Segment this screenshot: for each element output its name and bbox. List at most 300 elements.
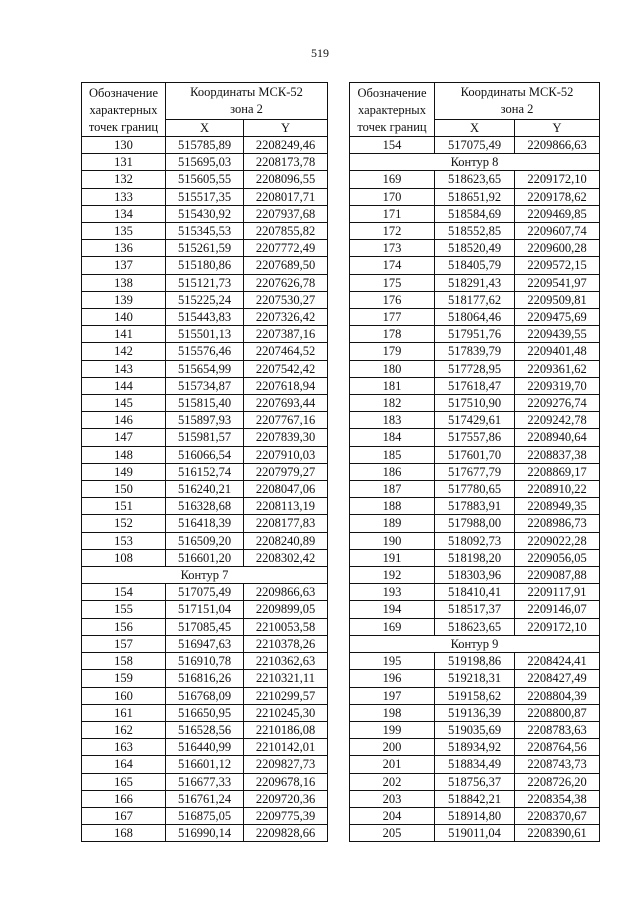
y-coordinate-cell: 2207693,44 bbox=[244, 395, 328, 412]
y-coordinate-cell: 2207326,42 bbox=[244, 309, 328, 326]
table-row bbox=[82, 635, 328, 652]
x-coordinate-cell: 516601,12 bbox=[166, 756, 244, 773]
point-number-cell: 162 bbox=[82, 721, 166, 738]
x-coordinate-cell: 518177,62 bbox=[435, 291, 515, 308]
table-row bbox=[350, 395, 600, 412]
section-row bbox=[82, 567, 328, 584]
table-row bbox=[350, 205, 600, 222]
y-coordinate-cell: 2209276,74 bbox=[515, 395, 600, 412]
point-number-cell: 198 bbox=[350, 704, 435, 721]
y-coordinate-cell: 2209178,62 bbox=[515, 188, 600, 205]
y-coordinate-cell: 2207910,03 bbox=[244, 446, 328, 463]
point-number-cell: 189 bbox=[350, 515, 435, 532]
point-number-cell: 196 bbox=[350, 670, 435, 687]
table-row bbox=[350, 188, 600, 205]
header-coordinates bbox=[435, 83, 600, 120]
y-coordinate-cell: 2208096,55 bbox=[244, 171, 328, 188]
x-coordinate-cell: 517728,95 bbox=[435, 360, 515, 377]
table-row bbox=[350, 240, 600, 257]
x-coordinate-cell: 519011,04 bbox=[435, 825, 515, 842]
point-number-cell: 177 bbox=[350, 309, 435, 326]
point-number-cell: 137 bbox=[82, 257, 166, 274]
table-row bbox=[82, 343, 328, 360]
point-number-cell: 148 bbox=[82, 446, 166, 463]
table-row bbox=[350, 257, 600, 274]
point-number-cell: 180 bbox=[350, 360, 435, 377]
x-coordinate-cell: 515225,24 bbox=[166, 291, 244, 308]
table-row bbox=[350, 463, 600, 480]
header-coordinates-line: Координаты МСК-52 bbox=[190, 84, 303, 99]
table-row bbox=[350, 498, 600, 515]
x-coordinate-cell: 516816,26 bbox=[166, 670, 244, 687]
x-coordinate-cell: 518291,43 bbox=[435, 274, 515, 291]
point-number-cell: 199 bbox=[350, 721, 435, 738]
point-number-cell: 174 bbox=[350, 257, 435, 274]
table-row bbox=[350, 687, 600, 704]
header-coordinates-line: зона 2 bbox=[500, 101, 534, 116]
y-coordinate-cell: 2207542,42 bbox=[244, 360, 328, 377]
x-coordinate-cell: 517780,65 bbox=[435, 481, 515, 498]
table-row bbox=[82, 584, 328, 601]
point-number-cell: 204 bbox=[350, 807, 435, 824]
point-number-cell: 193 bbox=[350, 584, 435, 601]
y-coordinate-cell: 2209087,88 bbox=[515, 567, 600, 584]
table-row bbox=[82, 653, 328, 670]
x-coordinate-cell: 518756,37 bbox=[435, 773, 515, 790]
y-coordinate-cell: 2209475,69 bbox=[515, 309, 600, 326]
x-coordinate-cell: 517075,49 bbox=[435, 137, 515, 154]
coordinates-table-left bbox=[81, 82, 328, 842]
x-coordinate-cell: 515734,87 bbox=[166, 377, 244, 394]
x-coordinate-cell: 516677,33 bbox=[166, 773, 244, 790]
table-row bbox=[82, 309, 328, 326]
table-row bbox=[82, 171, 328, 188]
y-coordinate-cell: 2207689,50 bbox=[244, 257, 328, 274]
point-number-cell: 139 bbox=[82, 291, 166, 308]
header-y: Y bbox=[244, 119, 328, 136]
point-number-cell: 164 bbox=[82, 756, 166, 773]
point-number-cell: 154 bbox=[350, 137, 435, 154]
y-coordinate-cell: 2208017,71 bbox=[244, 188, 328, 205]
y-coordinate-cell: 2209172,10 bbox=[515, 171, 600, 188]
coordinates-table-right bbox=[349, 82, 600, 842]
table-row bbox=[350, 670, 600, 687]
x-coordinate-cell: 516440,99 bbox=[166, 739, 244, 756]
point-number-cell: 194 bbox=[350, 601, 435, 618]
point-number-cell: 186 bbox=[350, 463, 435, 480]
x-coordinate-cell: 518552,85 bbox=[435, 223, 515, 240]
y-coordinate-cell: 2207937,68 bbox=[244, 205, 328, 222]
section-title: Контур 8 bbox=[350, 154, 600, 171]
page-number: 519 bbox=[311, 46, 329, 60]
table-row bbox=[350, 309, 600, 326]
point-number-cell: 169 bbox=[350, 618, 435, 635]
table-row bbox=[350, 274, 600, 291]
table-row bbox=[82, 670, 328, 687]
y-coordinate-cell: 2209401,48 bbox=[515, 343, 600, 360]
x-coordinate-cell: 516910,78 bbox=[166, 653, 244, 670]
table-row bbox=[82, 326, 328, 343]
x-coordinate-cell: 518914,80 bbox=[435, 807, 515, 824]
point-number-cell: 191 bbox=[350, 549, 435, 566]
y-coordinate-cell: 2209319,70 bbox=[515, 377, 600, 394]
point-number-cell: 187 bbox=[350, 481, 435, 498]
table-row bbox=[350, 532, 600, 549]
table-row bbox=[350, 773, 600, 790]
table-row bbox=[350, 515, 600, 532]
point-number-cell: 163 bbox=[82, 739, 166, 756]
point-number-cell: 142 bbox=[82, 343, 166, 360]
y-coordinate-cell: 2207855,82 bbox=[244, 223, 328, 240]
y-coordinate-cell: 2208910,22 bbox=[515, 481, 600, 498]
x-coordinate-cell: 519035,69 bbox=[435, 721, 515, 738]
point-number-cell: 195 bbox=[350, 653, 435, 670]
table-row bbox=[82, 188, 328, 205]
point-number-cell: 175 bbox=[350, 274, 435, 291]
point-number-cell: 136 bbox=[82, 240, 166, 257]
y-coordinate-cell: 2209146,07 bbox=[515, 601, 600, 618]
header-y: Y bbox=[515, 119, 600, 136]
point-number-cell: 171 bbox=[350, 205, 435, 222]
table-row bbox=[82, 515, 328, 532]
point-number-cell: 176 bbox=[350, 291, 435, 308]
table-row bbox=[350, 825, 600, 842]
x-coordinate-cell: 518064,46 bbox=[435, 309, 515, 326]
table-row bbox=[82, 137, 328, 154]
x-coordinate-cell: 517618,47 bbox=[435, 377, 515, 394]
y-coordinate-cell: 2210245,30 bbox=[244, 704, 328, 721]
x-coordinate-cell: 516875,05 bbox=[166, 807, 244, 824]
table-row bbox=[350, 360, 600, 377]
point-number-cell: 168 bbox=[82, 825, 166, 842]
table-row bbox=[350, 618, 600, 635]
table-row bbox=[350, 291, 600, 308]
point-number-cell: 153 bbox=[82, 532, 166, 549]
y-coordinate-cell: 2209361,62 bbox=[515, 360, 600, 377]
table-row bbox=[82, 205, 328, 222]
x-coordinate-cell: 517601,70 bbox=[435, 446, 515, 463]
y-coordinate-cell: 2208726,20 bbox=[515, 773, 600, 790]
y-coordinate-cell: 2208986,73 bbox=[515, 515, 600, 532]
x-coordinate-cell: 515576,46 bbox=[166, 343, 244, 360]
header-coordinates bbox=[166, 83, 328, 120]
table-row bbox=[82, 274, 328, 291]
x-coordinate-cell: 517510,90 bbox=[435, 395, 515, 412]
x-coordinate-cell: 517557,86 bbox=[435, 429, 515, 446]
y-coordinate-cell: 2208837,38 bbox=[515, 446, 600, 463]
table-row bbox=[82, 825, 328, 842]
x-coordinate-cell: 515443,83 bbox=[166, 309, 244, 326]
point-number-cell: 166 bbox=[82, 790, 166, 807]
x-coordinate-cell: 515605,55 bbox=[166, 171, 244, 188]
y-coordinate-cell: 2208949,35 bbox=[515, 498, 600, 515]
x-coordinate-cell: 515261,59 bbox=[166, 240, 244, 257]
y-coordinate-cell: 2208240,89 bbox=[244, 532, 328, 549]
x-coordinate-cell: 515345,53 bbox=[166, 223, 244, 240]
y-coordinate-cell: 2208869,17 bbox=[515, 463, 600, 480]
y-coordinate-cell: 2210378,26 bbox=[244, 635, 328, 652]
x-coordinate-cell: 515180,86 bbox=[166, 257, 244, 274]
x-coordinate-cell: 515897,93 bbox=[166, 412, 244, 429]
table-row bbox=[82, 223, 328, 240]
x-coordinate-cell: 517839,79 bbox=[435, 343, 515, 360]
y-coordinate-cell: 2208783,63 bbox=[515, 721, 600, 738]
table-row bbox=[350, 567, 600, 584]
x-coordinate-cell: 515654,99 bbox=[166, 360, 244, 377]
point-number-cell: 150 bbox=[82, 481, 166, 498]
point-number-cell: 156 bbox=[82, 618, 166, 635]
y-coordinate-cell: 2209899,05 bbox=[244, 601, 328, 618]
point-number-cell: 190 bbox=[350, 532, 435, 549]
x-coordinate-cell: 516947,63 bbox=[166, 635, 244, 652]
point-number-cell: 146 bbox=[82, 412, 166, 429]
x-coordinate-cell: 515121,73 bbox=[166, 274, 244, 291]
y-coordinate-cell: 2209607,74 bbox=[515, 223, 600, 240]
table-row bbox=[82, 739, 328, 756]
x-coordinate-cell: 518520,49 bbox=[435, 240, 515, 257]
y-coordinate-cell: 2210186,08 bbox=[244, 721, 328, 738]
x-coordinate-cell: 516528,56 bbox=[166, 721, 244, 738]
table-row bbox=[82, 532, 328, 549]
table-row bbox=[350, 429, 600, 446]
table-row bbox=[350, 377, 600, 394]
x-coordinate-cell: 516152,74 bbox=[166, 463, 244, 480]
header-designation-line: характерных bbox=[89, 103, 158, 117]
y-coordinate-cell: 2207618,94 bbox=[244, 377, 328, 394]
y-coordinate-cell: 2207464,52 bbox=[244, 343, 328, 360]
x-coordinate-cell: 518517,37 bbox=[435, 601, 515, 618]
y-coordinate-cell: 2207767,16 bbox=[244, 412, 328, 429]
point-number-cell: 132 bbox=[82, 171, 166, 188]
y-coordinate-cell: 2207530,27 bbox=[244, 291, 328, 308]
table-row bbox=[82, 240, 328, 257]
x-coordinate-cell: 515815,40 bbox=[166, 395, 244, 412]
table-row bbox=[350, 756, 600, 773]
header-designation-line: точек границ bbox=[88, 120, 159, 134]
point-number-cell: 140 bbox=[82, 309, 166, 326]
table-row bbox=[350, 601, 600, 618]
x-coordinate-cell: 516240,21 bbox=[166, 481, 244, 498]
point-number-cell: 157 bbox=[82, 635, 166, 652]
y-coordinate-cell: 2207626,78 bbox=[244, 274, 328, 291]
point-number-cell: 178 bbox=[350, 326, 435, 343]
point-number-cell: 200 bbox=[350, 739, 435, 756]
x-coordinate-cell: 518934,92 bbox=[435, 739, 515, 756]
point-number-cell: 169 bbox=[350, 171, 435, 188]
point-number-cell: 181 bbox=[350, 377, 435, 394]
point-number-cell: 147 bbox=[82, 429, 166, 446]
x-coordinate-cell: 517075,49 bbox=[166, 584, 244, 601]
table-row bbox=[82, 154, 328, 171]
y-coordinate-cell: 2209469,85 bbox=[515, 205, 600, 222]
x-coordinate-cell: 517951,76 bbox=[435, 326, 515, 343]
point-number-cell: 182 bbox=[350, 395, 435, 412]
y-coordinate-cell: 2208764,56 bbox=[515, 739, 600, 756]
y-coordinate-cell: 2208177,83 bbox=[244, 515, 328, 532]
y-coordinate-cell: 2209866,63 bbox=[515, 137, 600, 154]
y-coordinate-cell: 2209600,28 bbox=[515, 240, 600, 257]
point-number-cell: 154 bbox=[82, 584, 166, 601]
table-row bbox=[82, 618, 328, 635]
table-row bbox=[82, 704, 328, 721]
y-coordinate-cell: 2209056,05 bbox=[515, 549, 600, 566]
y-coordinate-cell: 2208113,19 bbox=[244, 498, 328, 515]
y-coordinate-cell: 2210299,57 bbox=[244, 687, 328, 704]
table-row bbox=[350, 137, 600, 154]
table-row bbox=[82, 549, 328, 566]
y-coordinate-cell: 2209117,91 bbox=[515, 584, 600, 601]
point-number-cell: 108 bbox=[82, 549, 166, 566]
point-number-cell: 135 bbox=[82, 223, 166, 240]
point-number-cell: 152 bbox=[82, 515, 166, 532]
x-coordinate-cell: 518651,92 bbox=[435, 188, 515, 205]
section-title: Контур 9 bbox=[350, 635, 600, 652]
x-coordinate-cell: 518198,20 bbox=[435, 549, 515, 566]
table-row bbox=[350, 584, 600, 601]
y-coordinate-cell: 2208940,64 bbox=[515, 429, 600, 446]
x-coordinate-cell: 517677,79 bbox=[435, 463, 515, 480]
point-number-cell: 172 bbox=[350, 223, 435, 240]
x-coordinate-cell: 516650,95 bbox=[166, 704, 244, 721]
x-coordinate-cell: 518410,41 bbox=[435, 584, 515, 601]
x-coordinate-cell: 518584,69 bbox=[435, 205, 515, 222]
table-row bbox=[350, 412, 600, 429]
table-row bbox=[350, 446, 600, 463]
y-coordinate-cell: 2208804,39 bbox=[515, 687, 600, 704]
section-title: Контур 7 bbox=[82, 567, 328, 584]
x-coordinate-cell: 515981,57 bbox=[166, 429, 244, 446]
point-number-cell: 165 bbox=[82, 773, 166, 790]
table-row bbox=[82, 395, 328, 412]
point-number-cell: 159 bbox=[82, 670, 166, 687]
x-coordinate-cell: 516328,68 bbox=[166, 498, 244, 515]
header-designation-line: Обозначение bbox=[88, 86, 159, 100]
x-coordinate-cell: 517151,04 bbox=[166, 601, 244, 618]
point-number-cell: 192 bbox=[350, 567, 435, 584]
y-coordinate-cell: 2209678,16 bbox=[244, 773, 328, 790]
header-x: X bbox=[435, 119, 515, 136]
table-row bbox=[82, 291, 328, 308]
point-number-cell: 202 bbox=[350, 773, 435, 790]
y-coordinate-cell: 2209541,97 bbox=[515, 274, 600, 291]
table-row bbox=[82, 446, 328, 463]
y-coordinate-cell: 2210362,63 bbox=[244, 653, 328, 670]
x-coordinate-cell: 518623,65 bbox=[435, 618, 515, 635]
point-number-cell: 167 bbox=[82, 807, 166, 824]
table-row bbox=[82, 721, 328, 738]
x-coordinate-cell: 519136,39 bbox=[435, 704, 515, 721]
table-row bbox=[82, 601, 328, 618]
x-coordinate-cell: 518623,65 bbox=[435, 171, 515, 188]
x-coordinate-cell: 516601,20 bbox=[166, 549, 244, 566]
point-number-cell: 161 bbox=[82, 704, 166, 721]
table-row bbox=[350, 326, 600, 343]
table-row bbox=[82, 429, 328, 446]
point-number-cell: 185 bbox=[350, 446, 435, 463]
table-row bbox=[82, 257, 328, 274]
y-coordinate-cell: 2208047,06 bbox=[244, 481, 328, 498]
section-row bbox=[350, 635, 600, 652]
y-coordinate-cell: 2208424,41 bbox=[515, 653, 600, 670]
x-coordinate-cell: 519158,62 bbox=[435, 687, 515, 704]
table-row bbox=[82, 807, 328, 824]
x-coordinate-cell: 518405,79 bbox=[435, 257, 515, 274]
table-row bbox=[350, 704, 600, 721]
table-row bbox=[350, 343, 600, 360]
header-coordinates-line: Координаты МСК-52 bbox=[460, 84, 574, 99]
header-x: X bbox=[166, 119, 244, 136]
y-coordinate-cell: 2209866,63 bbox=[244, 584, 328, 601]
point-number-cell: 203 bbox=[350, 790, 435, 807]
y-coordinate-cell: 2207839,30 bbox=[244, 429, 328, 446]
table-row bbox=[350, 790, 600, 807]
y-coordinate-cell: 2208390,61 bbox=[515, 825, 600, 842]
y-coordinate-cell: 2210321,11 bbox=[244, 670, 328, 687]
y-coordinate-cell: 2210053,58 bbox=[244, 618, 328, 635]
y-coordinate-cell: 2208800,87 bbox=[515, 704, 600, 721]
x-coordinate-cell: 516418,39 bbox=[166, 515, 244, 532]
x-coordinate-cell: 518303,96 bbox=[435, 567, 515, 584]
point-number-cell: 145 bbox=[82, 395, 166, 412]
table-row bbox=[82, 412, 328, 429]
table-row bbox=[82, 756, 328, 773]
table-row bbox=[350, 739, 600, 756]
header-coordinates-line: зона 2 bbox=[230, 101, 263, 116]
y-coordinate-cell: 2209172,10 bbox=[515, 618, 600, 635]
point-number-cell: 143 bbox=[82, 360, 166, 377]
table-row bbox=[350, 807, 600, 824]
point-number-cell: 173 bbox=[350, 240, 435, 257]
table-row bbox=[350, 549, 600, 566]
point-number-cell: 130 bbox=[82, 137, 166, 154]
y-coordinate-cell: 2209572,15 bbox=[515, 257, 600, 274]
point-number-cell: 170 bbox=[350, 188, 435, 205]
table-row bbox=[82, 481, 328, 498]
point-number-cell: 149 bbox=[82, 463, 166, 480]
header-designation bbox=[82, 83, 166, 137]
table-row bbox=[350, 223, 600, 240]
table-row bbox=[350, 721, 600, 738]
point-number-cell: 160 bbox=[82, 687, 166, 704]
x-coordinate-cell: 515501,13 bbox=[166, 326, 244, 343]
point-number-cell: 155 bbox=[82, 601, 166, 618]
point-number-cell: 188 bbox=[350, 498, 435, 515]
header-designation-line: характерных bbox=[358, 103, 426, 117]
y-coordinate-cell: 2209827,73 bbox=[244, 756, 328, 773]
header-designation-line: Обозначение bbox=[357, 86, 427, 100]
x-coordinate-cell: 517883,91 bbox=[435, 498, 515, 515]
x-coordinate-cell: 515695,03 bbox=[166, 154, 244, 171]
header-designation-line: точек границ bbox=[357, 120, 427, 134]
y-coordinate-cell: 2208249,46 bbox=[244, 137, 328, 154]
point-number-cell: 184 bbox=[350, 429, 435, 446]
point-number-cell: 183 bbox=[350, 412, 435, 429]
y-coordinate-cell: 2208743,73 bbox=[515, 756, 600, 773]
y-coordinate-cell: 2210142,01 bbox=[244, 739, 328, 756]
x-coordinate-cell: 516990,14 bbox=[166, 825, 244, 842]
x-coordinate-cell: 518842,21 bbox=[435, 790, 515, 807]
x-coordinate-cell: 517085,45 bbox=[166, 618, 244, 635]
x-coordinate-cell: 519198,86 bbox=[435, 653, 515, 670]
table-body bbox=[350, 137, 600, 842]
table-row bbox=[82, 773, 328, 790]
y-coordinate-cell: 2208354,38 bbox=[515, 790, 600, 807]
x-coordinate-cell: 516761,24 bbox=[166, 790, 244, 807]
x-coordinate-cell: 518092,73 bbox=[435, 532, 515, 549]
header-designation bbox=[350, 83, 435, 137]
point-number-cell: 131 bbox=[82, 154, 166, 171]
x-coordinate-cell: 515517,35 bbox=[166, 188, 244, 205]
